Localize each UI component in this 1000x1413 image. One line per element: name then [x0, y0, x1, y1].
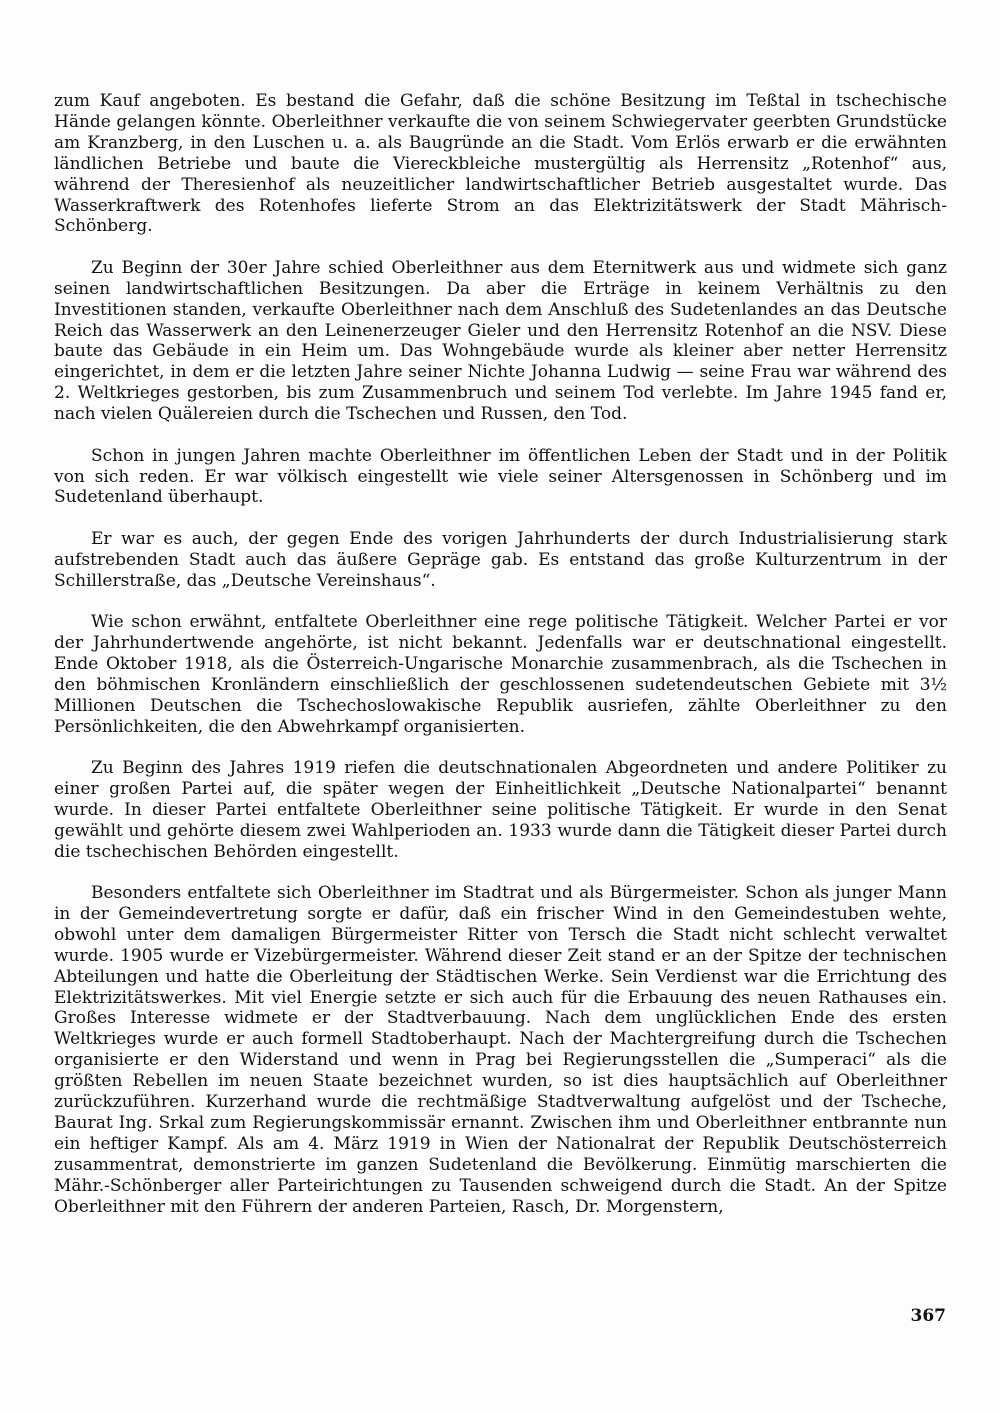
page-number: 367: [910, 1306, 946, 1326]
paragraph-vereinshaus: Er war es auch, der gegen Ende des vorigen Jahrhunderts der durch Industrialisierung stark aufstrebenden Stadt auch das äußere Gepräge gab. Es entstand das große Kulturzentrum in der Schillerstraße, das „Deutsche Vereinshaus“.: [54, 528, 947, 591]
paragraph-junge-jahre: Schon in jungen Jahren machte Oberleithner im öffentlichen Leben der Stadt und in der Politik von sich reden. Er war völkisch eingestellt wie viele seiner Altersgenossen in Schönberg und im Sudetenland überhaupt.: [54, 445, 947, 508]
paragraph-buergermeister: Besonders entfaltete sich Oberleithner im Stadtrat und als Bürgermeister. Schon als junger Mann in der Gemeindevertretung sorgte er dafür, daß ein frischer Wind in den Gemeindestuben wehte, obwohl unter dem damaligen Bürgermeister Ritter von Tersch die Stadt nicht schlecht verwaltet wurde. 1905 wurde er Vizebürgermeister. Während dieser Zeit stand er an der Spitze der technischen Abteilungen und hatte die Oberleitung der Städtischen Werke. Sein Verdienst war die Errichtung des Elektrizitätswerkes. Mit viel Energie setzte er sich auch für die Erbauung des neuen Rathauses ein. Großes Interesse widmete er der Stadtverbauung. Nach dem unglücklichen Ende des ersten Weltkrieges wurde er auch formell Stadtoberhaupt. Nach der Machtergreifung durch die Tschechen organisierte er den Widerstand und wenn in Prag bei Regierungsstellen die „Sumperaci“ als die größten Rebellen im neuen Staate bezeichnet wurden, so ist dies hauptsächlich auf Oberleithner zurückzuführen. Kurzerhand wurde die rechtmäßige Stadtverwaltung aufgelöst und der Tscheche, Baurat Ing. Srkal zum Regierungskommissär ernannt. Zwischen ihm und Oberleithner entbrannte nun ein heftiger Kampf. Als am 4. März 1919 in Wien der Nationalrat der Republik Deutschösterreich zusammentrat, demonstrierte im ganzen Sudetenland die Bevölkerung. Einmütig marschierten die Mähr.-Schönberger aller Parteirichtungen zu Tausenden schweigend durch die Stadt. An der Spitze Oberleithner mit den Führern der anderen Parteien, Rasch, Dr. Morgenstern,: [54, 883, 947, 1217]
paragraph-politische-taetigkeit: Wie schon erwähnt, entfaltete Oberleithner eine rege politische Tätigkeit. Welcher Partei er vor der Jahrhundertwende angehörte, ist nicht bekannt. Jedenfalls war er deutschnational eingestellt. Ende Oktober 1918, als die Österreich-Ungarische Monarchie zusammenbrach, als die Tschechen in den böhmischen Kronländern einschließlich der geschlossenen sudetendeutschen Gebiete mit 3½ Millionen Deutschen die Tschechoslowakische Republik ausriefen, zählte Oberleithner zu den Persönlichkeiten, die den Abwehrkampf organisierten.: [54, 612, 947, 737]
paragraph-continuation: zum Kauf angeboten. Es bestand die Gefahr, daß die schöne Besitzung im Teßtal in tschechische Hände gelangen könnte. Oberleithner verkaufte die von seinem Schwiegervater geerbten Grundstücke am Kranzberg, in den Luschen u. a. als Baugründe an die Stadt. Vom Erlös erwarb er die erwähnten ländlichen Betriebe und baute die Viereckbleiche mustergültig als Herrensitz „Rotenhof“ aus, während der Theresienhof als neuzeitlicher landwirtschaftlicher Betrieb ausgestaltet wurde. Das Wasserkraftwerk des Rotenhofes lieferte Strom an das Elektrizitätswerk der Stadt Mährisch-Schönberg.: [54, 91, 947, 237]
paragraph-30er-jahre: Zu Beginn der 30er Jahre schied Oberleithner aus dem Eternitwerk aus und widmete sich ganz seinen landwirtschaftlichen Besitzungen. Da aber die Erträge in keinem Verhältnis zu den Investitionen standen, verkaufte Oberleithner nach dem Anschluß des Sudetenlandes an das Deutsche Reich das Wasserwerk an den Leinenerzeuger Gieler und den Herrensitz Rotenhof an die NSV. Diese baute das Gebäude in ein Heim um. Das Wohngebäude wurde als kleiner aber netter Herrensitz eingerichtet, in dem er die letzten Jahre seiner Nichte Johanna Ludwig — seine Frau war während des 2. Weltkrieges gestorben, bis zum Zusammenbruch und seinem Tod verlebte. Im Jahre 1945 fand er, nach vielen Quälereien durch die Tschechen und Russen, den Tod.: [54, 257, 947, 425]
paragraph-nationalpartei: Zu Beginn des Jahres 1919 riefen die deutschnationalen Abgeordneten und andere Politiker zu einer großen Partei auf, die später wegen der Einheitlichkeit „Deutsche Nationalpartei“ benannt wurde. In dieser Partei entfaltete Oberleithner seine politische Tätigkeit. Er wurde in den Senat gewählt und gehörte diesem zwei Wahlperioden an. 1933 wurde dann die Tätigkeit dieser Partei durch die tschechischen Behörden eingestellt.: [54, 757, 947, 862]
body-text: [54, 91, 947, 1238]
